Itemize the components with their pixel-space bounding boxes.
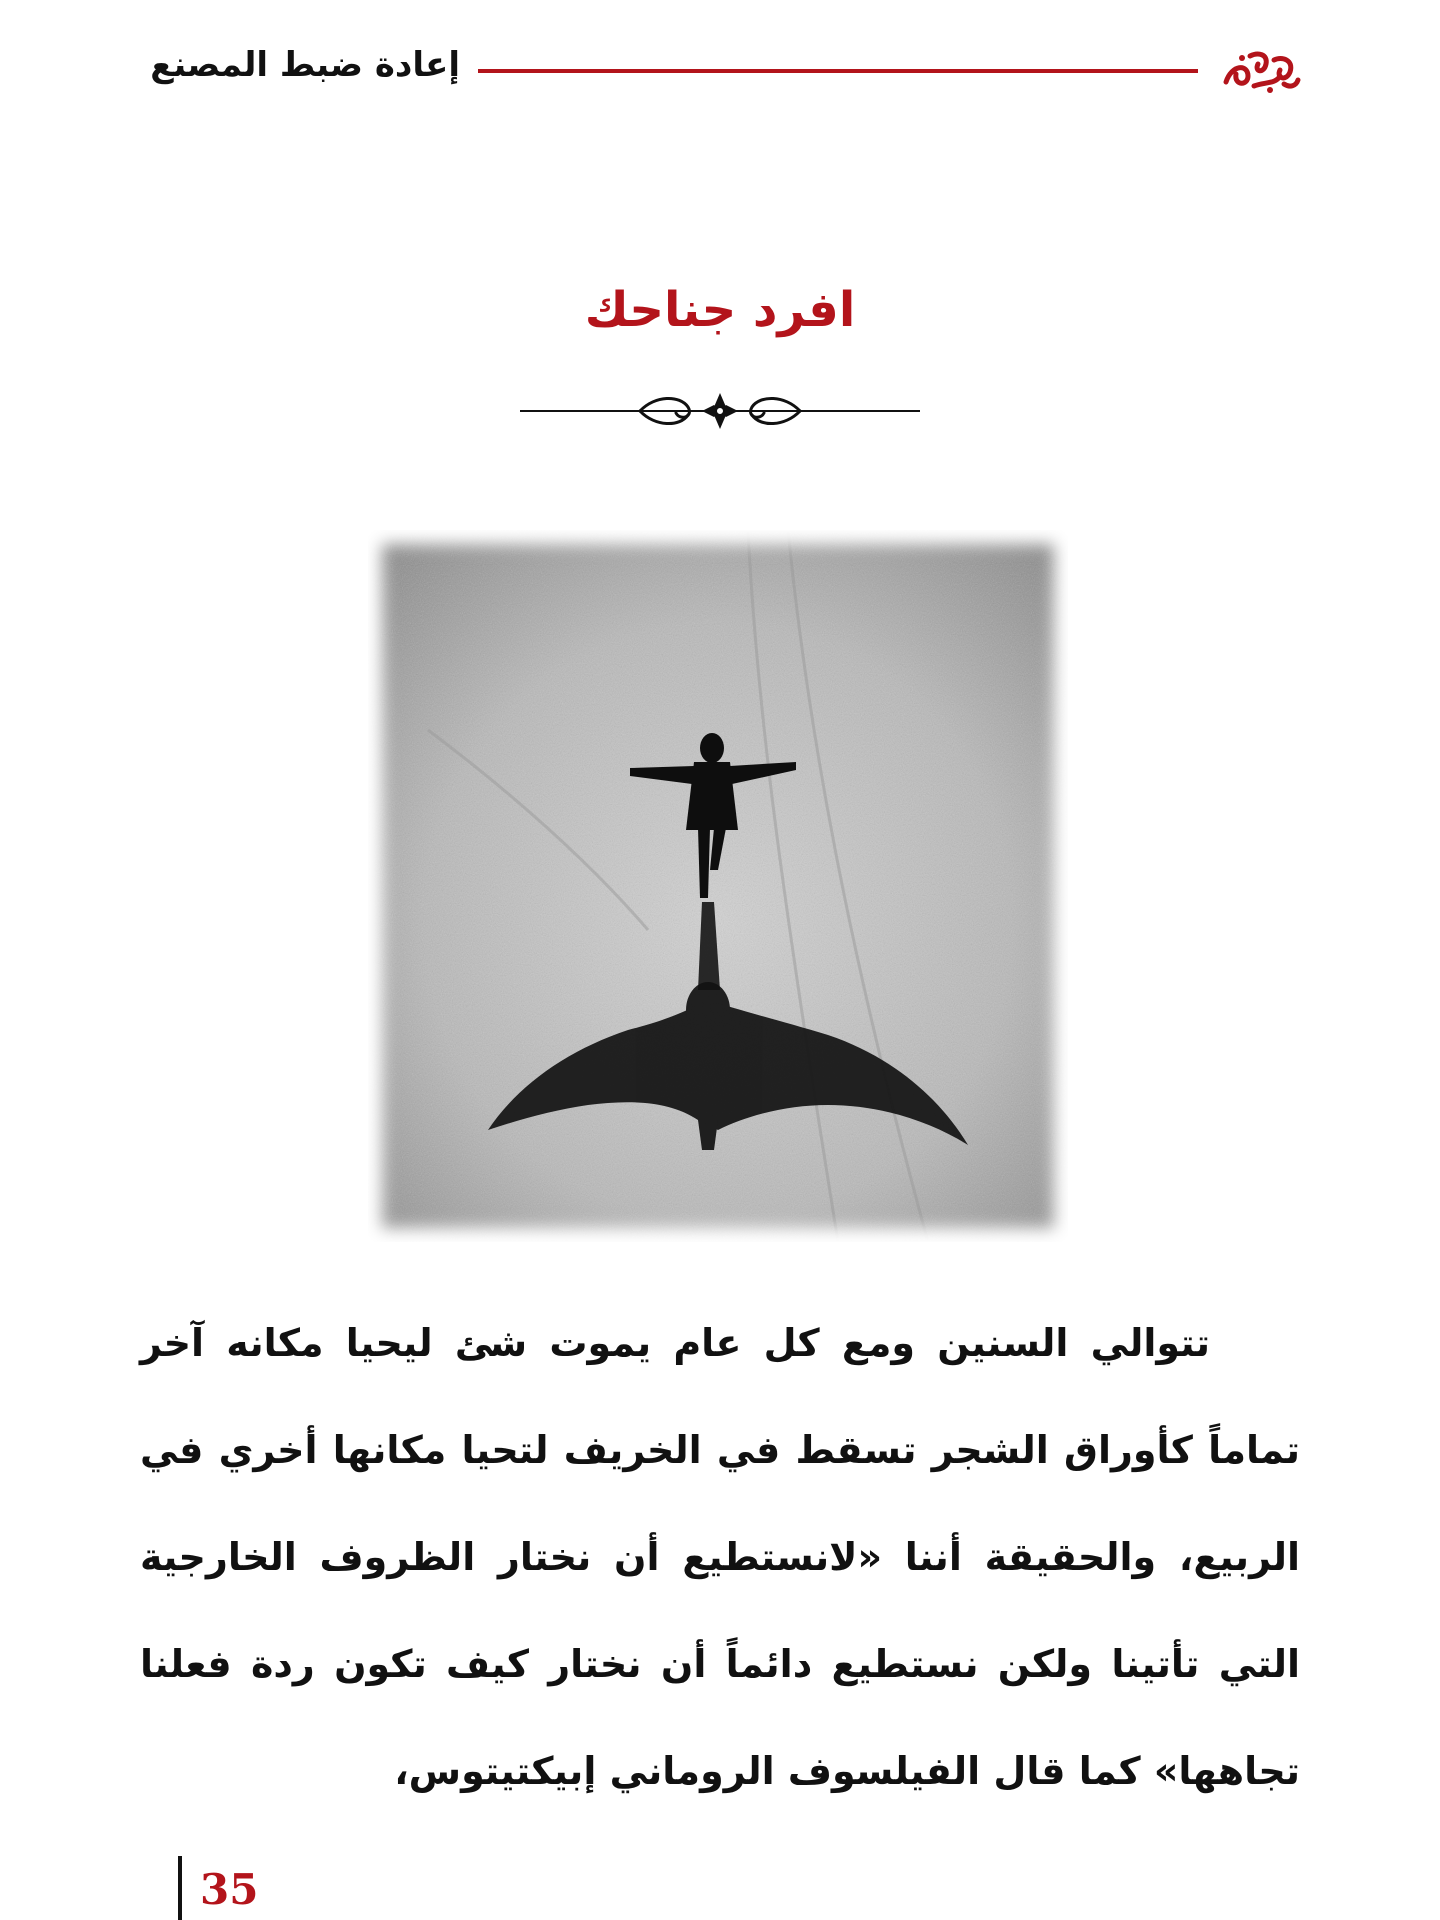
paragraph: تتوالي السنين ومع كل عام يموت شئ ليحيا مكانه آخر تماماً كأوراق الشجر تسقط في الخريف لتحيا مكانها أخري في الربيع، والحقيقة أننا «لانستطيع أن نختار الظروف الخارجية التي تأتينا ولكن نستطيع دائماً أن نختار كيف تكون ردة فعلنا تجاهها» كما قال الفيلسوف الروماني إبيكتيتوس، [140,1321,1300,1793]
person-with-eagle-shadow-photo [368,530,1068,1242]
body-text [140,1290,1300,1825]
calligraphy-logo-icon [1218,42,1302,98]
header-rule [478,69,1198,73]
flourish-divider-icon [520,385,920,435]
page-number: 35 [200,1865,259,1914]
chapter-title: افرد جناحك [584,282,856,338]
running-header-title: إعادة ضبط المصنع [150,45,460,85]
footer-rule [178,1856,182,1920]
